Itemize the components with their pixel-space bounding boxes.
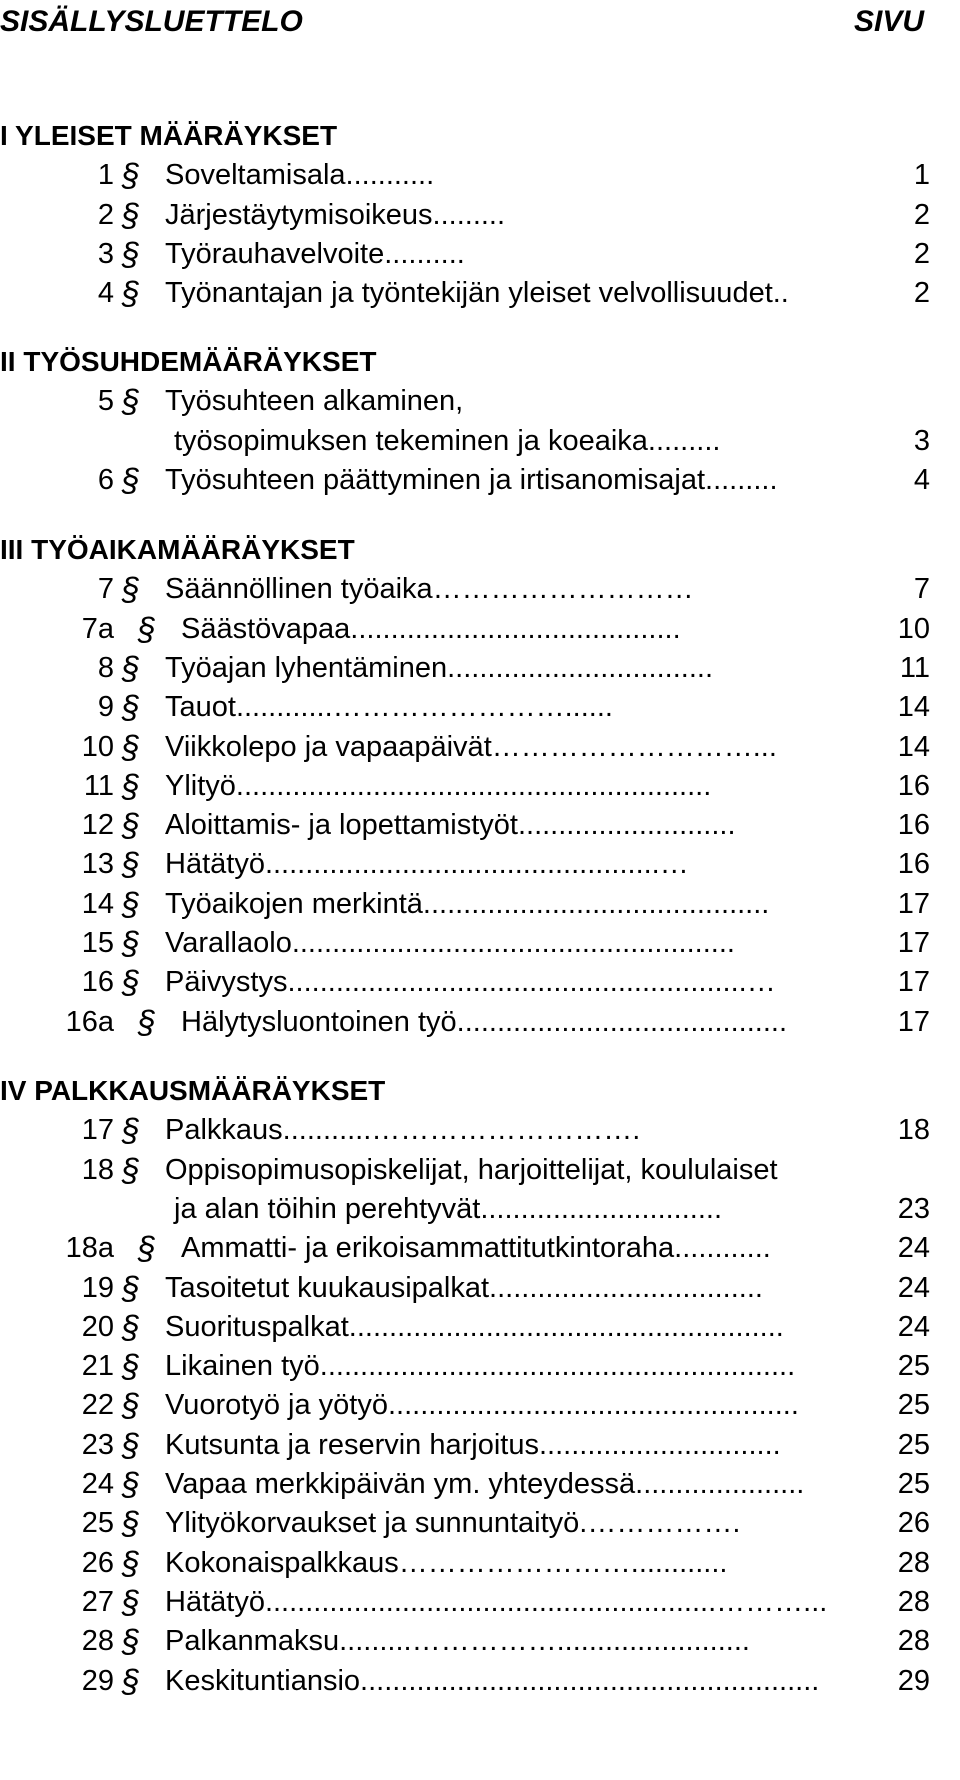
section-number: 6 [97,463,114,496]
section-symbol: § [122,571,140,608]
section-number: 17 [81,1114,114,1147]
section-number: 12 [81,809,114,842]
section-number: 21 [81,1350,114,1383]
entry-title: Vuorotyö ja yötyö................................................... [165,1389,799,1422]
entry-title: Hälytysluontoinen työ......................................... [181,1005,787,1038]
entry-title: Palkkaus...........………………………. [165,1114,641,1147]
page-number: 16 [897,848,930,881]
page-number: 25 [897,1468,930,1500]
toc-entry [0,381,930,421]
entry-title: Varallaolo....................................................... [165,927,735,959]
entry-title: Ylityökorvaukset ja sunnuntaityö.……………. [165,1507,741,1540]
section-symbol: § [122,728,140,765]
section-number: 16 [81,966,114,999]
toc-entry [0,844,930,884]
page-number: 25 [897,1389,930,1422]
entry-title: Työsuhteen alkaminen, [165,385,464,418]
entry-title: Työrauhavelvoite.......... [165,237,465,270]
toc-entry [0,648,930,688]
section-number: 27 [81,1585,114,1618]
entry-title: Keskituntiansio......................................................... [165,1664,820,1697]
toc-entry [0,1464,930,1504]
section-number: 28 [81,1625,114,1658]
page-number: 2 [913,237,930,270]
section-symbol: § [122,383,140,420]
section-symbol: § [122,885,140,922]
page-number: 23 [897,1192,930,1225]
section-symbol: § [122,1348,140,1385]
section-symbol: § [122,1308,140,1345]
page-number: 7 [913,573,930,606]
section-symbol: § [122,1583,140,1620]
section-symbol: § [122,649,140,686]
section-symbol: § [122,1387,140,1424]
section-symbol: § [122,689,140,726]
toc-entry [0,1582,930,1622]
page-number: 1 [913,159,930,192]
toc-entry [0,962,930,1002]
toc-title: SISÄLLYSLUETTELO [0,5,303,38]
entry-title: Kokonaispalkkaus……………………............ [165,1546,728,1579]
page-number: 24 [897,1310,930,1343]
toc-entry [0,805,930,845]
entry-title: Hätätyö........................................................………... [165,1585,828,1618]
toc-entry [0,923,930,963]
toc-entry [0,1268,930,1308]
entry-title: Likainen työ........................................................... [165,1350,796,1383]
page-number: 10 [897,612,930,645]
entry-title: Työsuhteen päättyminen ja irtisanomisajat......... [165,463,778,496]
toc-entry [0,195,930,235]
section-symbol: § [122,1269,140,1306]
entry-title: Vapaa merkkipäivän ym. yhteydessä..................... [165,1468,805,1500]
toc-entry [0,460,930,500]
section-symbol: § [122,807,140,844]
section-number: 18a [65,1232,114,1265]
page-number: 25 [897,1428,930,1461]
section-symbol: § [122,1544,140,1581]
section-symbol: § [122,964,140,1001]
section-symbol: § [122,157,140,194]
entry-title: Tasoitetut kuukausipalkat.................................. [165,1271,763,1304]
entry-title: Työnantajan ja työntekijän yleiset velvollisuudet.. [165,277,789,310]
section-number: 14 [81,887,114,920]
section-number: 11 [83,769,114,802]
section-symbol: § [122,925,140,961]
toc-entry [0,884,930,924]
toc-entry [0,1150,930,1190]
entry-title: Hätätyö.................................................… [165,848,689,881]
page-number: 16 [897,769,930,802]
page-number: 17 [897,927,930,959]
toc-entry [0,1621,930,1661]
section-number: 16a [65,1005,114,1038]
page-number: 28 [897,1546,930,1579]
entry-title: Viikkolepo ja vapaapäivät………………………... [165,730,777,763]
toc-entry [0,1110,930,1150]
page-number: 2 [913,277,930,310]
page-number: 14 [897,730,930,763]
section-number: 8 [97,651,114,684]
section-symbol: § [122,1505,140,1542]
toc-entry [0,1661,930,1701]
entry-title: Palkanmaksu.........……………........................ [165,1625,750,1658]
toc-entry [0,1385,930,1425]
toc-entry [0,273,930,313]
section-symbol: § [122,1466,140,1502]
toc-entry [0,727,930,767]
page-number: 4 [913,463,930,496]
page-number: 18 [897,1114,930,1147]
section-number: 20 [81,1310,114,1343]
section-number: 7 [97,573,114,606]
section-number: 18 [81,1153,114,1186]
entry-title: Aloittamis- ja lopettamistyöt........................... [165,809,736,842]
section-symbol: § [122,1623,140,1660]
toc-entry [0,1228,930,1268]
section-number: 13 [81,848,114,881]
entry-title: Säännöllinen työaika……………………… [165,573,694,606]
page-number: 14 [897,691,930,724]
section-symbol: § [122,275,140,312]
page-number: 17 [897,887,930,920]
entry-title: Tauot............……………………...... [165,691,613,724]
toc-entry [0,1307,930,1347]
page-number: 24 [897,1271,930,1304]
page-number: 3 [913,424,930,457]
section-symbol: § [122,461,140,498]
section-symbol: § [138,1003,156,1040]
entry-title: Säästövapaa......................................... [181,612,681,645]
toc-entry [0,1189,930,1229]
section-heading: III TYÖAIKAMÄÄRÄYKSET [0,534,355,565]
section-symbol: § [122,196,140,233]
entry-title: ja alan töihin perehtyvät.............................. [174,1192,723,1225]
entry-title: Soveltamisala........... [165,159,435,192]
page-number: 26 [897,1507,930,1540]
section-number: 19 [81,1271,114,1304]
toc-entry [0,1002,930,1042]
toc-entry [0,421,930,461]
entry-title: Kutsunta ja reservin harjoitus.............................. [165,1428,781,1461]
section-symbol: § [122,767,140,804]
entry-title: Ylityö........................................................... [165,769,712,802]
toc-header [0,2,930,42]
toc-entry [0,609,930,649]
page-number: 16 [897,809,930,842]
section-number: 25 [81,1507,114,1540]
section-number: 23 [81,1428,114,1461]
section-number: 2 [97,198,114,231]
toc-entry [0,1503,930,1543]
section-number: 5 [97,385,114,418]
section-symbol: § [122,1662,140,1699]
entry-title: Ammatti- ja erikoisammattitutkintoraha............ [181,1232,771,1265]
section-number: 3 [97,237,114,270]
toc-entry [0,234,930,274]
section-number: 24 [81,1468,114,1500]
entry-title: Päivystys.........................................................… [165,966,776,999]
toc-entry [0,1425,930,1465]
section-heading: IV PALKKAUSMÄÄRÄYKSET [0,1075,386,1106]
section-number: 29 [81,1664,114,1697]
entry-title: Järjestäytymisoikeus......... [165,198,506,231]
page-number: 28 [897,1585,930,1618]
section-symbol: § [122,1151,140,1188]
entry-title: työsopimuksen tekeminen ja koeaika......... [174,424,721,457]
toc-entry [0,766,930,806]
toc-entry [0,687,930,727]
toc-entry [0,1543,930,1583]
section-symbol: § [122,235,140,272]
entry-title: Työajan lyhentäminen................................. [165,651,714,684]
section-number: 7a [81,612,114,645]
entry-title: Suorituspalkat...................................................... [165,1310,784,1343]
toc-entry [0,569,930,609]
section-number: 15 [81,927,114,959]
page-number: 17 [897,1005,930,1038]
section-heading: I YLEISET MÄÄRÄYKSET [0,120,338,151]
toc-entry [0,155,930,195]
page-column-label: SIVU [853,5,924,38]
section-symbol: § [138,610,156,647]
section-number: 26 [81,1546,114,1579]
section-heading: II TYÖSUHDEMÄÄRÄYKSET [0,346,377,377]
section-number: 10 [81,730,114,763]
entry-title: Oppisopimusopiskelijat, harjoittelijat, koululaiset [165,1153,778,1186]
page-number: 28 [897,1625,930,1658]
section-number: 1 [97,159,114,192]
section-symbol: § [122,846,140,883]
page-number: 17 [897,966,930,999]
section-symbol: § [122,1112,140,1149]
page-number: 2 [913,198,930,231]
page-number: 24 [897,1232,930,1265]
section-symbol: § [138,1230,156,1267]
section-number: 4 [97,277,114,310]
toc-entry [0,1346,930,1386]
section-number: 22 [81,1389,114,1422]
section-symbol: § [122,1426,140,1463]
page-number: 11 [899,651,930,684]
section-number: 9 [97,691,114,724]
page-number: 25 [897,1350,930,1383]
entry-title: Työaikojen merkintä........................................... [165,887,770,920]
page-number: 29 [897,1664,930,1697]
